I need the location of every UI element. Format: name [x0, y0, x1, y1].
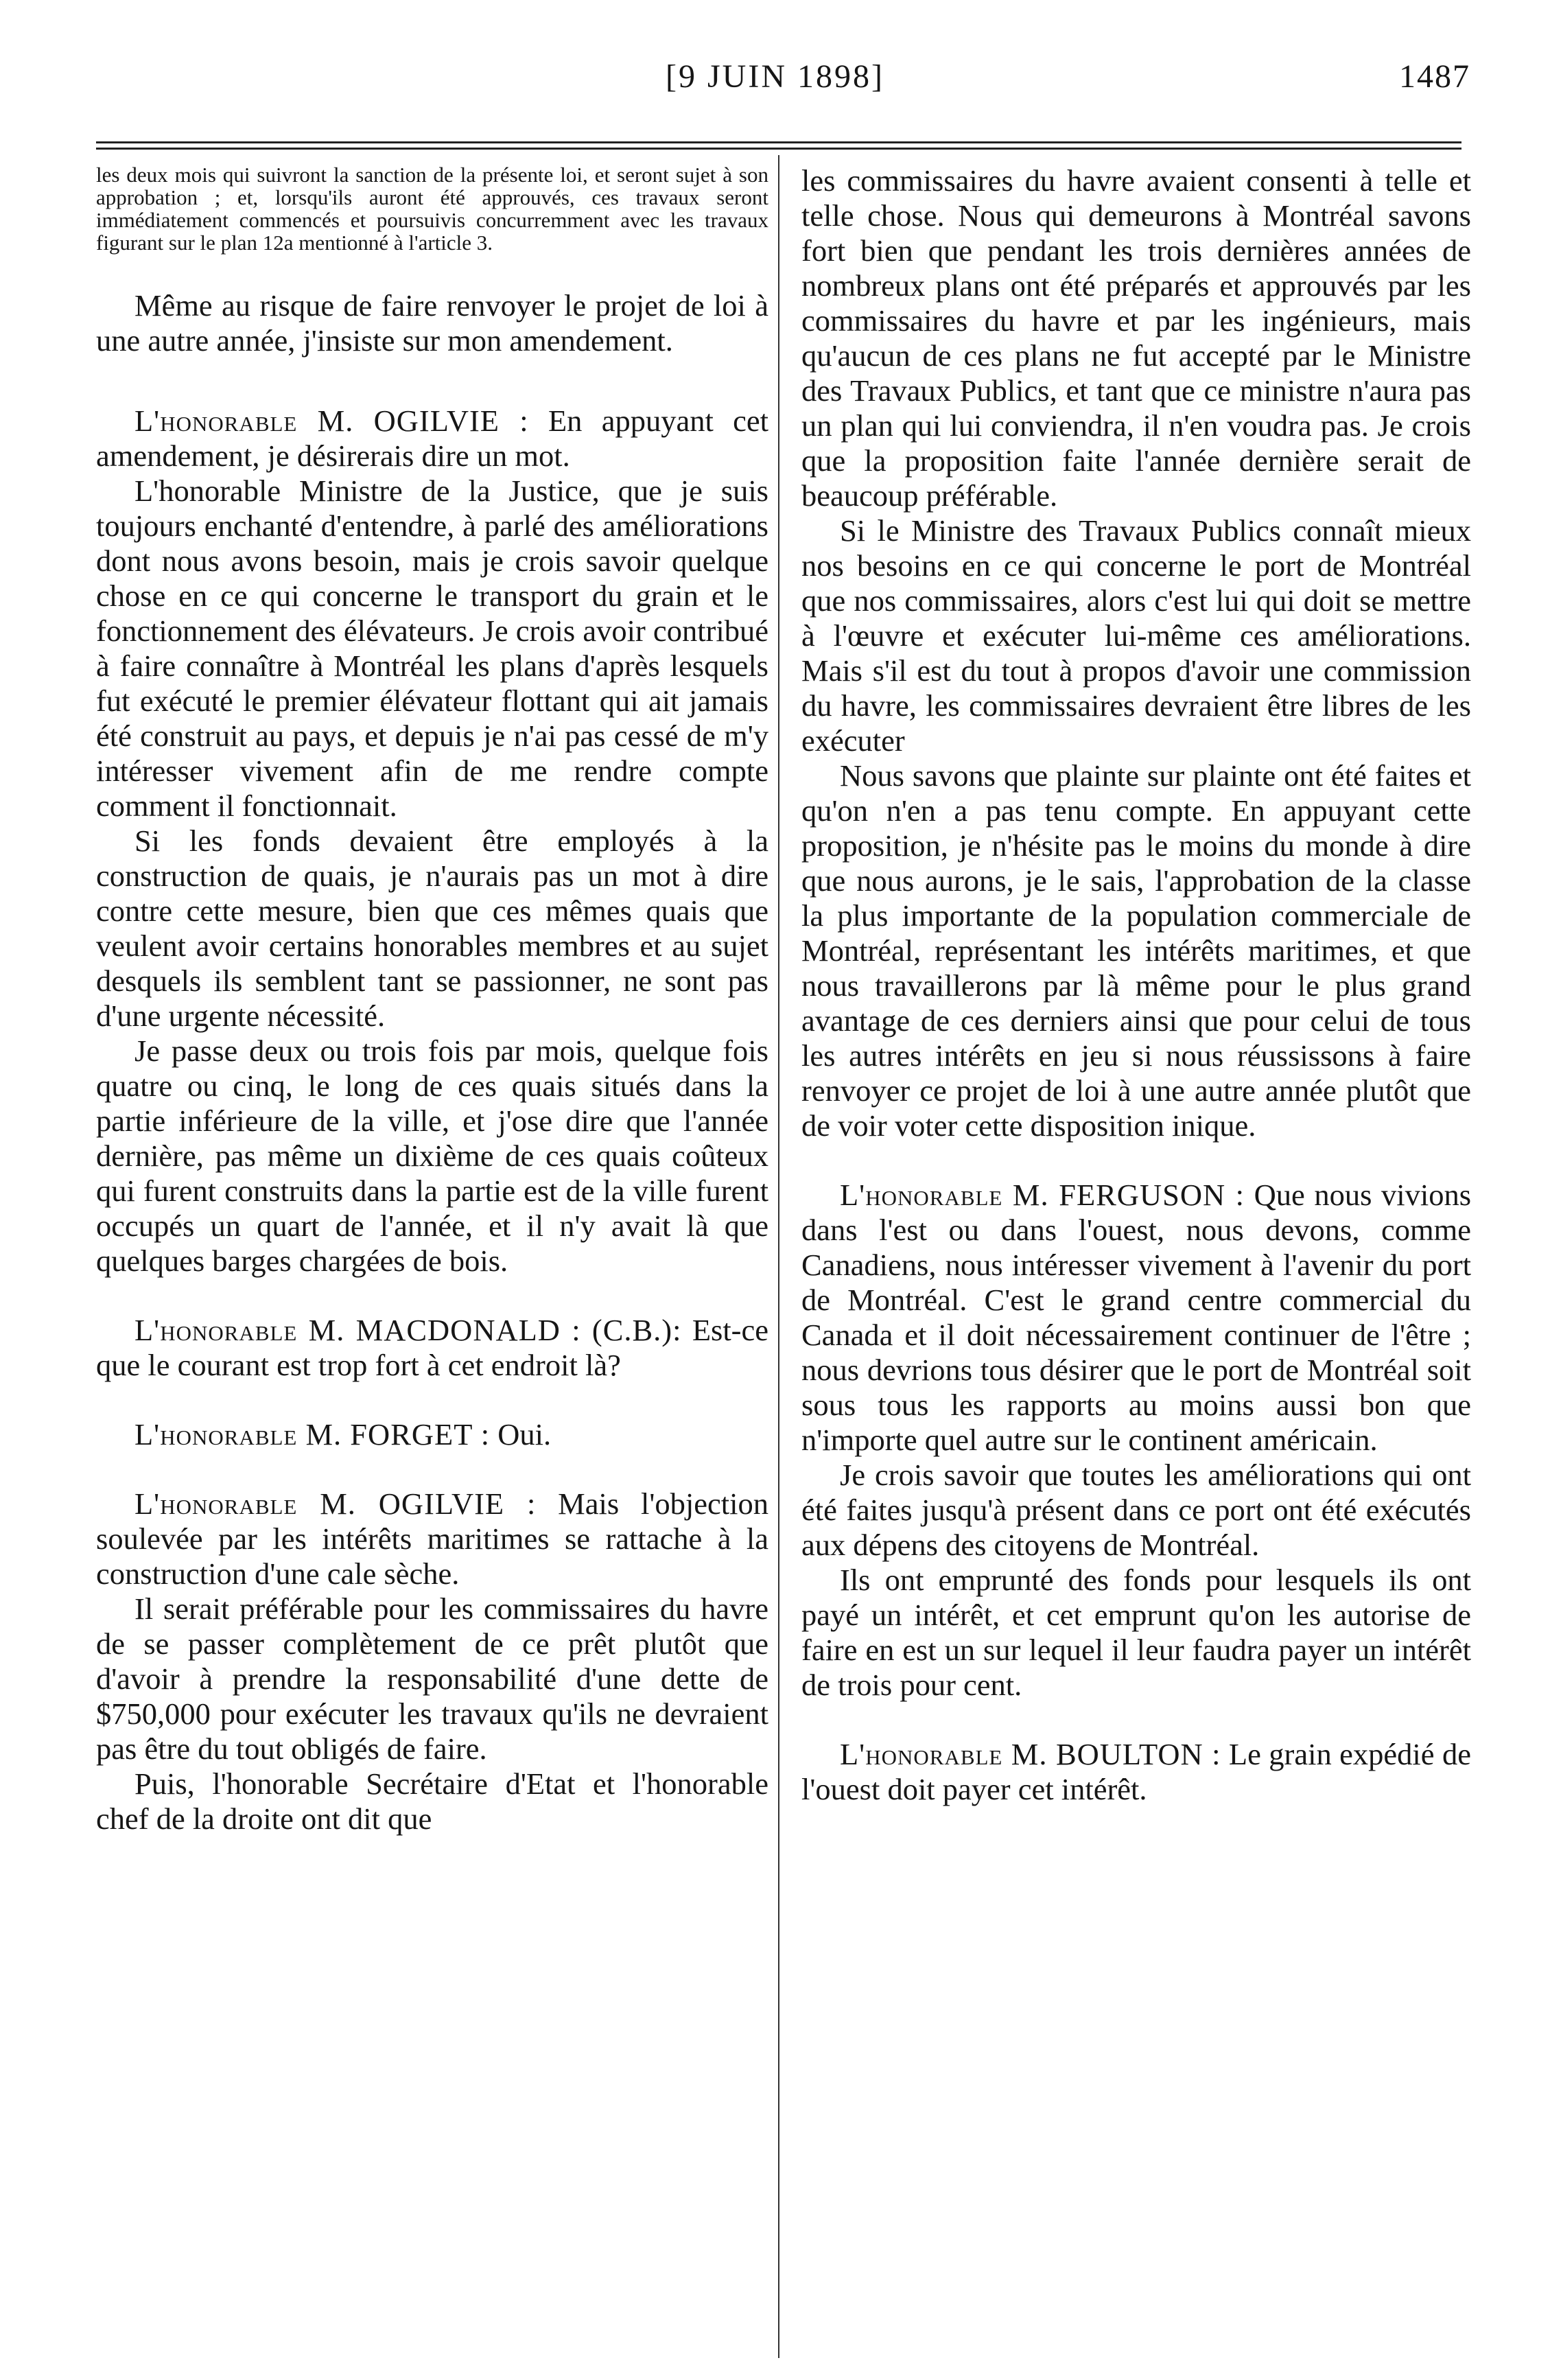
speaker-name: L'honorable M. OGILVIE : — [134, 404, 529, 438]
speaker-name: L'honorable M. MACDONALD : (C.B.): — [134, 1313, 682, 1347]
paragraph: L'honorable Ministre de la Justice, que je suis toujours enchanté d'entendre, à parlé des améliorations dont nous avons besoin, mais je crois savoir quelque chose en ce qui concerne le transport du grain et le fonctionnement des élévateurs. Je crois avoir contribué à faire connaître à Montréal les plans d'après lesquels fut exécuté le premier élévateur flottant qui ait jamais été construit au pays, et depuis je n'ai pas cessé de m'y intéresser vivement afin de me rendre compte comment il fonctionnait. — [96, 474, 768, 823]
paragraph: Nous savons que plainte sur plainte ont été faites et qu'on n'en a pas tenu compte. En appuyant cette proposition, je n'hésite pas le moins du monde à dire que nous aurons, je le sais, l'approbation de la classe la plus importante de la population commerciale de Montréal, représentant les intérêts maritimes, et que nous travaillerons par là même pour le plus grand avantage de ces derniers ainsi que pour celui de tous les autres intérêts en jeu si nous réussissons à faire renvoyer ce projet de loi à une autre année plutôt que de voir voter cette disposition inique. — [801, 758, 1471, 1143]
paragraph: Il serait préférable pour les commissaires du havre de se passer complètement de ce prêt plutôt que d'avoir à prendre la responsabilité d'une dette de $750,000 pour exécuter les travaux qu'ils ne devraient pas être du tout obligés de faire. — [96, 1591, 768, 1766]
paragraph: Ils ont emprunté des fonds pour lesquels ils ont payé un intérêt, et cet emprunt qu'on les autorise de faire en est un sur lequel il leur faudra payer un intérêt de trois pour cent. — [801, 1563, 1471, 1702]
speech-text: Le grain expédié de l'ouest doit payer cet intérêt. — [801, 1737, 1471, 1806]
speaker-name: L'honorable M. OGILVIE : — [134, 1486, 537, 1521]
speech-ferguson — [801, 1178, 1471, 1458]
paragraph: Je crois savoir que toutes les améliorations qui ont été faites jusqu'à présent dans ce port ont été exécutés aux dépens des citoyens de Montréal. — [801, 1458, 1471, 1562]
speech-text: Mais l'objection soulevée par les intérêts maritimes se rattache à la construction d'une cale sèche. — [96, 1486, 768, 1591]
paragraph: les commissaires du havre avaient consenti à telle et telle chose. Nous qui demeurons à Montréal savons fort bien que pendant les trois dernières années de nombreux plans ont été préparés et approuvés par les commissaires du havre et par les ingénieurs, mais qu'aucun de ces plans ne fut accepté par le Ministre des Travaux Publics, et tant que ce ministre n'aura pas un plan qui lui conviendra, il n'en voudra pas. Je crois que la proposition faite l'année dernière serait de beaucoup préférable. — [801, 163, 1471, 513]
column-divider — [778, 155, 779, 2358]
left-column — [96, 163, 768, 1836]
amendment-text: les deux mois qui suivront la sanction de la présente loi, et seront sujet à son approbation ; et, lorsqu'ils auront été approuvés, ces travaux seront immédiatement commencés et poursuivis concurremment avec les travaux figurant sur le plan 12a mentionné à l'article 3. — [96, 163, 768, 255]
paragraph: Si les fonds devaient être employés à la construction de quais, je n'aurais pas un mot à dire contre cette mesure, bien que ces mêmes quais que veulent avoir certains honorables membres et au sujet desquels ils semblent tant se passionner, ne sont pas d'une urgente nécessité. — [96, 824, 768, 1033]
speech-boulton — [801, 1737, 1471, 1807]
speaker-name: L'honorable M. FERGUSON : — [840, 1178, 1245, 1212]
page-number: 1487 — [1399, 58, 1470, 95]
right-column — [801, 163, 1471, 1807]
page-header — [0, 58, 1550, 113]
paragraph: Puis, l'honorable Secrétaire d'Etat et l'honorable chef de la droite ont dit que — [96, 1766, 768, 1836]
speaker-name: L'honorable M. FORGET : — [134, 1417, 491, 1451]
speech-ogilvie — [96, 1486, 768, 1591]
speech-text: En appuyant cet amendement, je désirerais dire un mot. — [96, 404, 769, 473]
speaker-name: L'honorable M. BOULTON : — [840, 1737, 1221, 1771]
speech-macdonald — [96, 1313, 768, 1383]
paragraph: Même au risque de faire renvoyer le projet de loi à une autre année, j'insiste sur mon amendement. — [96, 288, 768, 358]
speech-forget — [96, 1417, 768, 1452]
header-double-rule — [96, 141, 1461, 150]
speech-text: Que nous vivions dans l'est ou dans l'ouest, nous devons, comme Canadiens, nous intéresser vivement à l'avenir du port de Montréal. C'est le grand centre commercial du Canada et il doit nécessairement continuer de l'être ; nous devrions tous désirer que le port de Montréal soit sous tous les rapports au moins aussi bon que n'importe quel autre sur le continent américain. — [801, 1178, 1472, 1457]
header-date: [9 JUIN 1898] — [666, 58, 884, 95]
paragraph: Si le Ministre des Travaux Publics connaît mieux nos besoins en ce qui concerne le port de Montréal que nos commissaires, alors c'est lui qui doit se mettre à l'œuvre et exécuter lui-même ces améliorations. Mais s'il est du tout à propos d'avoir une commission du havre, les commissaires devraient être libres de les exécuter — [801, 513, 1471, 758]
paragraph: Je passe deux ou trois fois par mois, quelque fois quatre ou cinq, le long de ces quais situés dans la partie inférieure de la ville, et j'ose dire que l'année dernière, pas même un dixième de ces quais coûteux qui furent construits dans la partie est de la ville furent occupés un quart de l'année, et il n'y avait là que quelques barges chargées de bois. — [96, 1034, 768, 1278]
speech-text: Oui. — [497, 1417, 552, 1451]
speech-text: Est-ce que le courant est trop fort à cet endroit là? — [96, 1313, 768, 1382]
speech-ogilvie — [96, 404, 768, 474]
